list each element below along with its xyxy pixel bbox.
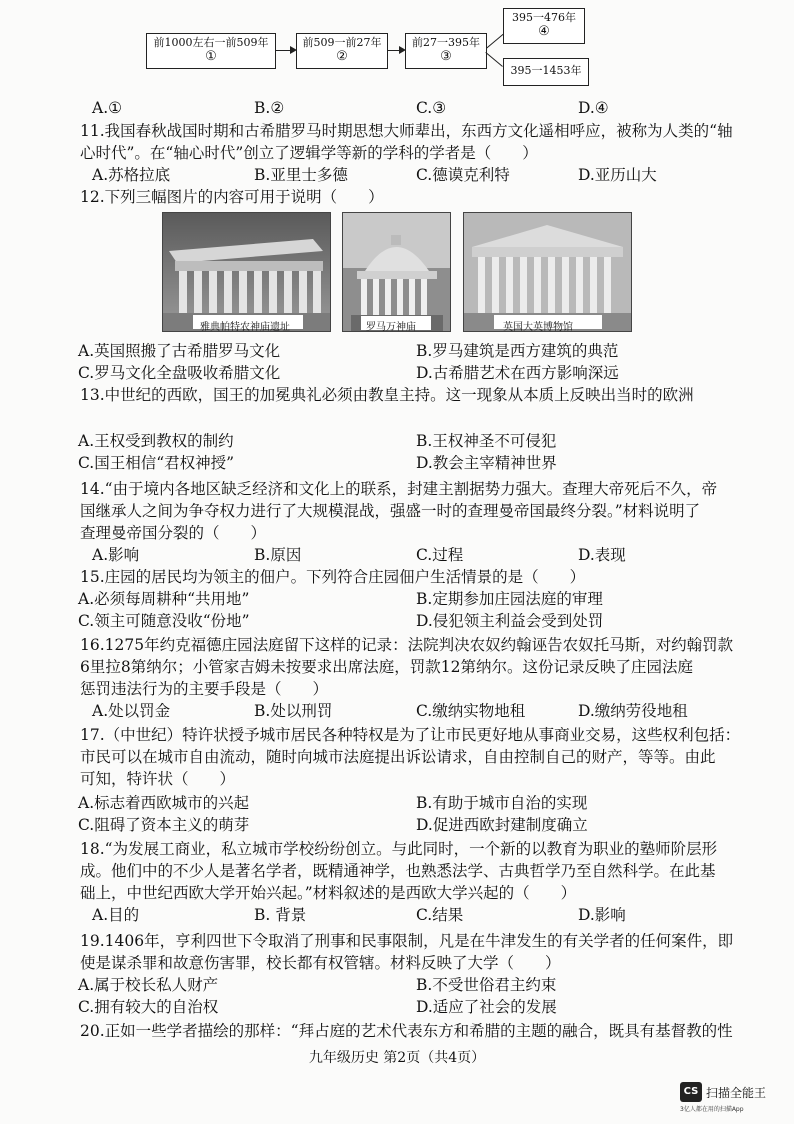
- q11-text: 11.我国春秋战国时期和古希腊罗马时期思想大师辈出，东西方文化遥相呼应，被称为人类的“轴: [80, 122, 733, 140]
- timeline-arrow: [275, 50, 295, 51]
- q19-option-a[interactable]: A.属于校长私人财产: [78, 976, 219, 994]
- q14-option-a[interactable]: A.影响: [92, 546, 140, 564]
- timeline-box-1: 前1000左右一前509年 ①: [146, 33, 276, 69]
- timeline-branch-arrow: [486, 34, 503, 49]
- q16-option-b[interactable]: B.处以刑罚: [254, 702, 333, 720]
- british-museum-photo: [463, 212, 632, 332]
- q11-text: 心时代”。在“轴心时代”创立了逻辑学等新的学科的学者是（ ）: [80, 144, 538, 162]
- page-footer: 九年级历史 第2页（共4页）: [308, 1050, 486, 1066]
- timeline-box-4: 395一476年 ④: [503, 8, 585, 44]
- q12-option-a[interactable]: A.英国照搬了古希腊罗马文化: [78, 342, 281, 360]
- q10-option-c[interactable]: C.③: [416, 99, 447, 117]
- q17-text: 17.（中世纪）特许状授予城市居民各种特权是为了让市民更好地从事商业交易，这些权利包括：: [80, 726, 741, 744]
- timeline-branch-arrow: [485, 52, 502, 67]
- q19-text: 19.1406年，亨利四世下令取消了刑事和民事限制，凡是在牛津发生的有关学者的任何案件，即: [80, 932, 734, 950]
- q12-text: 12.下列三幅图片的内容可用于说明（ ）: [80, 188, 384, 206]
- q14-option-b[interactable]: B.原因: [254, 546, 302, 564]
- q12-option-c[interactable]: C.罗马文化全盘吸收希腊文化: [78, 364, 281, 382]
- photo-caption: 英国大英博物馆: [503, 322, 573, 333]
- watermark-title: 扫描全能王: [706, 1086, 767, 1100]
- q11-option-c[interactable]: C.德谟克利特: [416, 166, 510, 184]
- q14-text: 国继承人之间为争夺权力进行了大规模混战，强盛一时的查理曼帝国最终分裂。”材料说明了: [80, 502, 701, 520]
- q18-text: 成。他们中的不少人是著名学者，既精通神学，也熟悉法学、古典哲学乃至自然科学。在此基: [80, 862, 716, 880]
- q11-option-d[interactable]: D.亚历山大: [578, 166, 657, 184]
- q18-option-c[interactable]: C.结果: [416, 906, 464, 924]
- q15-text: 15.庄园的居民均为领主的佃户。下列符合庄园佃户生活情景的是（ ）: [80, 568, 586, 586]
- q19-text: 使是谋杀罪和故意伤害罪，校长都有权管辖。材料反映了大学（ ）: [80, 954, 561, 972]
- q16-option-d[interactable]: D.缴纳劳役地租: [578, 702, 688, 720]
- q14-option-d[interactable]: D.表现: [578, 546, 626, 564]
- timeline-box-5: 395一1453年: [503, 58, 589, 86]
- timeline-box-3: 前27一395年 ③: [405, 33, 487, 69]
- q12-option-d[interactable]: D.古希腊艺术在西方影响深远: [416, 364, 619, 382]
- q16-text: 惩罚违法行为的主要手段是（ ）: [80, 680, 329, 698]
- q13-text: 13.中世纪的西欧，国王的加冕典礼必须由教皇主持。这一现象从本质上反映出当时的欧洲: [80, 386, 694, 404]
- camscanner-logo-icon: CS: [680, 1082, 702, 1102]
- q17-option-b[interactable]: B.有助于城市自治的实现: [416, 794, 588, 812]
- pantheon-photo: [342, 212, 451, 332]
- q15-option-a[interactable]: A.必须每周耕种“共用地”: [78, 590, 250, 608]
- q15-option-b[interactable]: B.定期参加庄园法庭的审理: [416, 590, 603, 608]
- q13-option-b[interactable]: B.王权神圣不可侵犯: [416, 432, 557, 450]
- q13-option-d[interactable]: D.教会主宰精神世界: [416, 454, 557, 472]
- q18-option-a[interactable]: A.目的: [92, 906, 140, 924]
- q11-option-b[interactable]: B.亚里士多德: [254, 166, 348, 184]
- q17-option-c[interactable]: C.阻碍了资本主义的萌芽: [78, 816, 250, 834]
- q18-option-d[interactable]: D.影响: [578, 906, 626, 924]
- timeline-box-2: 前509一前27年 ②: [296, 33, 388, 69]
- q20-text: 20.正如一些学者描绘的那样：“拜占庭的艺术代表东方和希腊的主题的融合，既具有基督教的性: [80, 1022, 733, 1040]
- q18-text: 18.“为发展工商业，私立城市学校纷纷创立。与此同时，一个新的以教育为职业的塾师阶层形: [80, 840, 718, 858]
- q16-option-a[interactable]: A.处以罚金: [92, 702, 171, 720]
- q12-option-b[interactable]: B.罗马建筑是西方建筑的典范: [416, 342, 619, 360]
- q14-text: 14.“由于境内各地区缺乏经济和文化上的联系，封建主割据势力强大。查理大帝死后不久，帝: [80, 480, 718, 498]
- q14-text: 查理曼帝国分裂的（ ）: [80, 524, 267, 542]
- q17-option-a[interactable]: A.标志着西欧城市的兴起: [78, 794, 250, 812]
- q18-text: 础上，中世纪西欧大学开始兴起。”材料叙述的是西欧大学兴起的（ ）: [80, 884, 577, 902]
- q10-option-a[interactable]: A.①: [92, 99, 123, 117]
- q16-option-c[interactable]: C.缴纳实物地租: [416, 702, 526, 720]
- timeline-arrow: [387, 50, 404, 51]
- q19-option-d[interactable]: D.适应了社会的发展: [416, 998, 557, 1016]
- q16-text: 6里拉8第纳尔；小管家吉姆未按要求出席法庭，罚款12第纳尔。这份记录反映了庄园法庭: [80, 658, 693, 676]
- q19-option-c[interactable]: C.拥有较大的自治权: [78, 998, 219, 1016]
- photo-caption: 罗马万神庙: [366, 322, 416, 333]
- q17-option-d[interactable]: D.促进西欧封建制度确立: [416, 816, 588, 834]
- q15-option-d[interactable]: D.侵犯领主利益会受到处罚: [416, 612, 604, 630]
- q18-option-b[interactable]: B. 背景: [254, 906, 307, 924]
- photo-caption: 雅典帕特农神庙遗址: [200, 322, 290, 333]
- q15-option-c[interactable]: C.领主可随意没收“份地”: [78, 612, 250, 630]
- q10-option-b[interactable]: B.②: [254, 99, 285, 117]
- q13-option-c[interactable]: C.国王相信“君权神授”: [78, 454, 235, 472]
- watermark-subtitle: 3亿人都在用的扫描App: [680, 1106, 744, 1113]
- q13-option-a[interactable]: A.王权受到教权的制约: [78, 432, 234, 450]
- q11-option-a[interactable]: A.苏格拉底: [92, 166, 171, 184]
- q17-text: 可知，特许状（ ）: [80, 770, 236, 788]
- q19-option-b[interactable]: B.不受世俗君主约束: [416, 976, 557, 994]
- q14-option-c[interactable]: C.过程: [416, 546, 464, 564]
- parthenon-photo: [162, 212, 331, 332]
- q16-text: 16.1275年约克福德庄园法庭留下这样的记录：法院判决农奴约翰诬告农奴托马斯，对约翰罚款: [80, 636, 734, 654]
- q10-option-d[interactable]: D.④: [578, 99, 609, 117]
- scanner-watermark: [680, 1082, 780, 1116]
- q17-text: 市民可以在城市自由流动，随时向城市法庭提出诉讼请求，自由控制自己的财产，等等。由此: [80, 748, 716, 766]
